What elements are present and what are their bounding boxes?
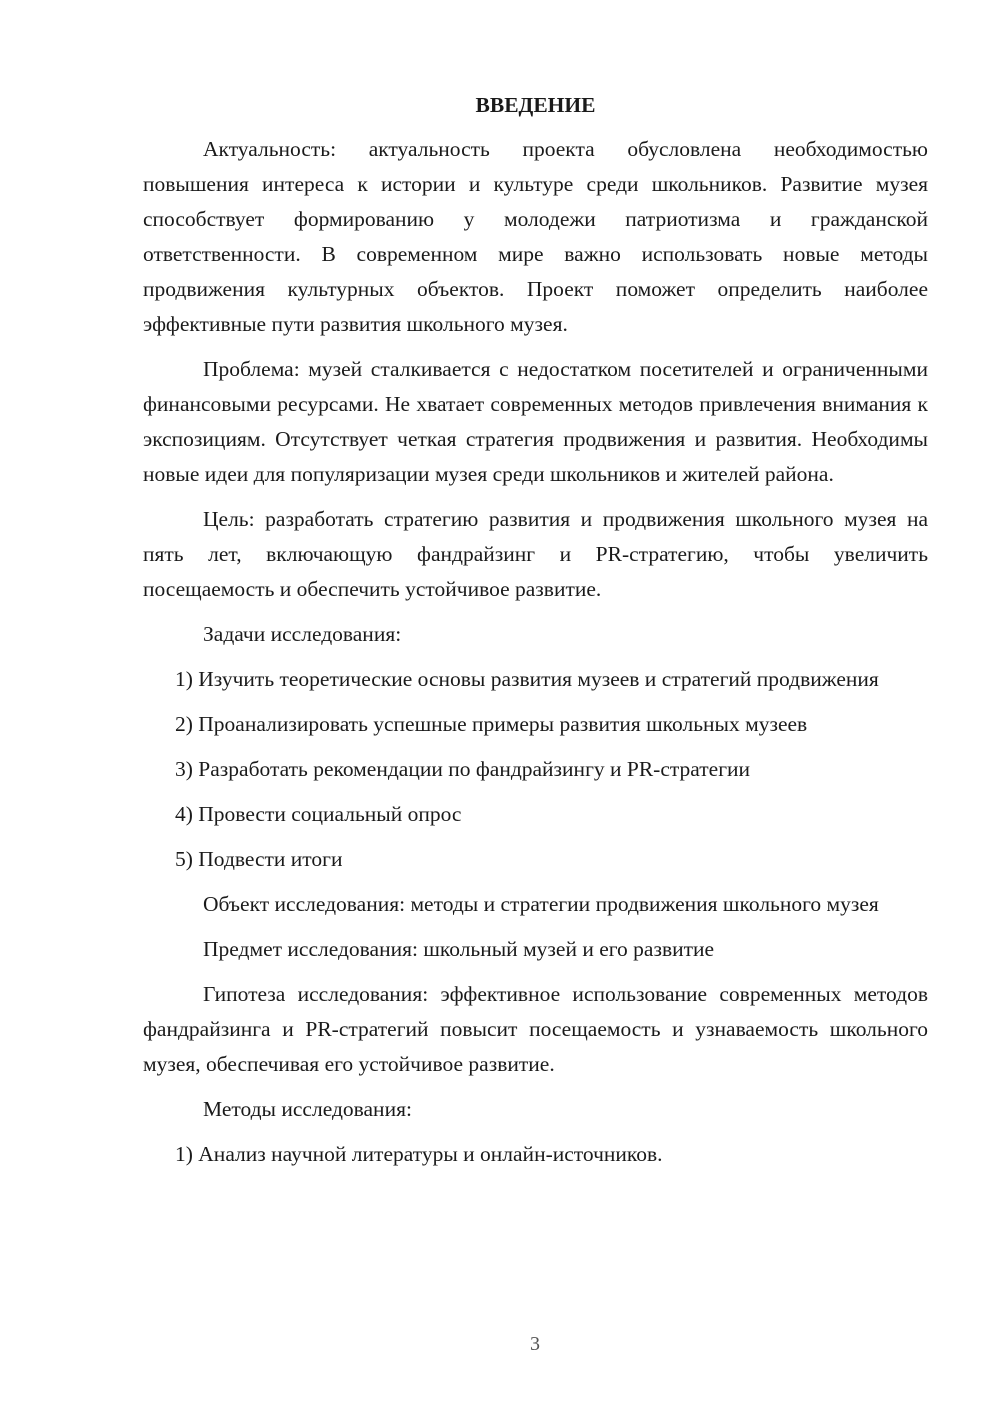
task-item-3: 3) Разработать рекомендации по фандрайзингу и PR-стратегии <box>175 757 751 781</box>
task-item-2: 2) Проанализировать успешные примеры развития школьных музеев <box>175 712 808 736</box>
task-item-1: 1) Изучить теоретические основы развития музеев и стратегий продвижения <box>175 667 879 691</box>
paragraph-object: Объект исследования: методы и стратегии продвижения школьного музея <box>203 892 879 916</box>
paragraph-subject: Предмет исследования: школьный музей и его развитие <box>203 937 715 961</box>
paragraph-relevance: Актуальность: актуальность проекта обусловлена необходимостью повышения интереса к истории и культуре среди школьников. Развитие музея способствует формированию у молодежи патриотизма и гражданской ответственности. В современном мире важно использовать новые методы продвижения культурных объектов. Проект поможет определить наиболее эффективные пути развития школьного музея. <box>143 137 928 336</box>
page-title: ВВЕДЕНИЕ <box>475 93 596 117</box>
method-item-1: 1) Анализ научной литературы и онлайн-источников. <box>175 1142 663 1166</box>
page-number: 3 <box>530 1333 540 1355</box>
document-page <box>143 88 928 1172</box>
task-item-5: 5) Подвести итоги <box>175 847 343 871</box>
paragraph-problem: Проблема: музей сталкивается с недостатком посетителей и ограниченными финансовыми ресурсами. Не хватает современных методов привлечения внимания к экспозициям. Отсутствует четкая стратегия продвижения и развития. Необходимы новые идеи для популяризации музея среди школьников и жителей района. <box>143 357 928 486</box>
task-item-4: 4) Провести социальный опрос <box>175 802 462 826</box>
paragraph-tasks-heading: Задачи исследования: <box>203 622 402 646</box>
paragraph-methods-heading: Методы исследования: <box>203 1097 412 1121</box>
paragraph-hypothesis: Гипотеза исследования: эффективное использование современных методов фандрайзинга и PR-стратегий повысит посещаемость и узнаваемость школьного музея, обеспечивая его устойчивое развитие. <box>143 982 928 1076</box>
paragraph-goal: Цель: разработать стратегию развития и продвижения школьного музея на пять лет, включающую фандрайзинг и PR-стратегию, чтобы увеличить посещаемость и обеспечить устойчивое развитие. <box>143 507 928 601</box>
